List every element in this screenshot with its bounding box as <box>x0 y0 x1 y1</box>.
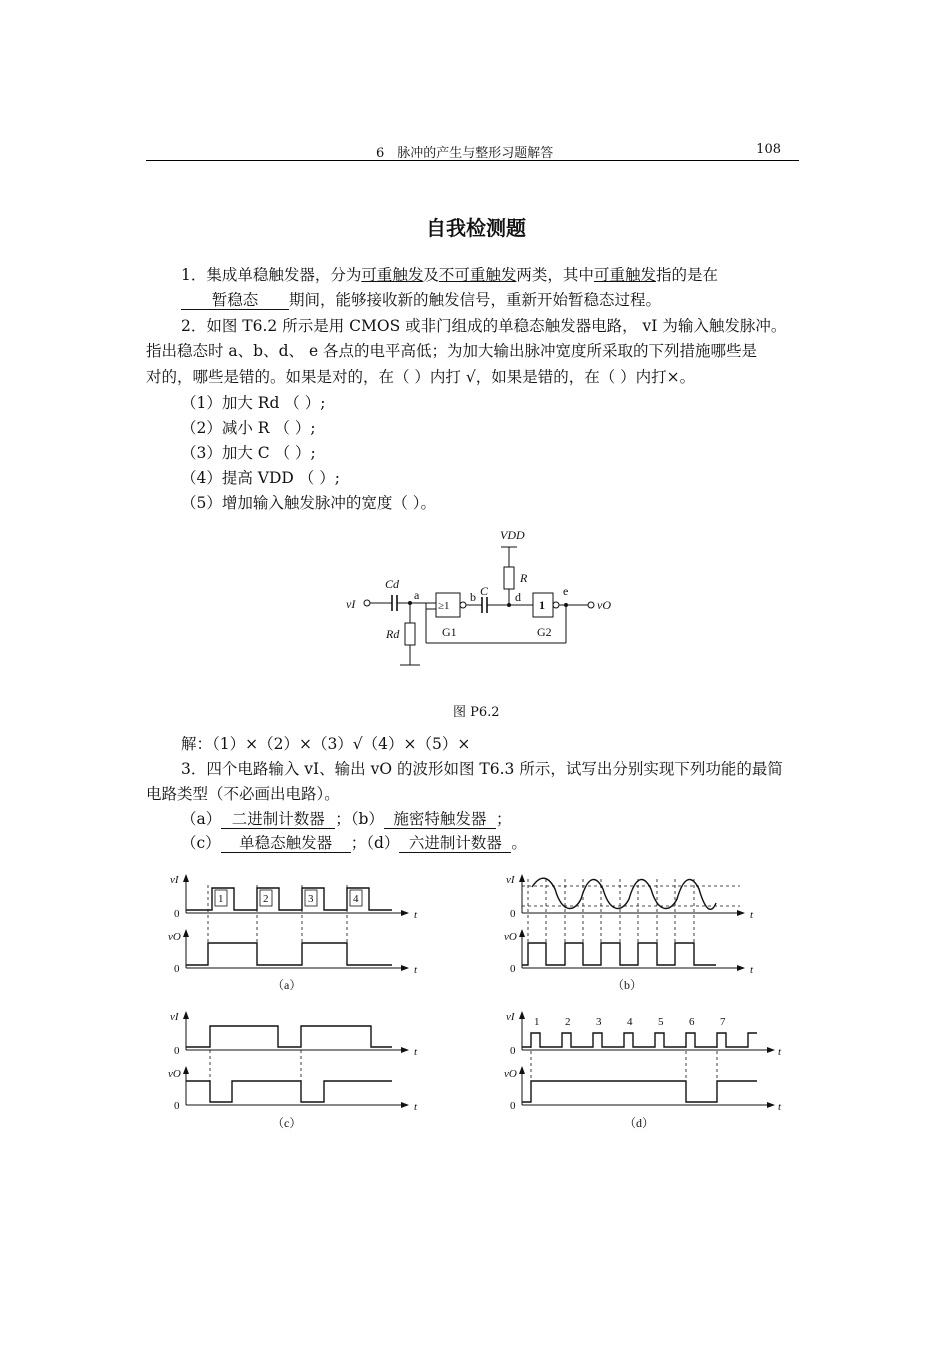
q3-answer-c: 单稳态触发器 <box>221 835 351 853</box>
label-vi: vI <box>346 597 356 611</box>
svg-text:0: 0 <box>510 908 516 920</box>
q3-answers-cd: （c） 单稳态触发器 ；（d） 六进制计数器 。 <box>181 834 527 852</box>
svg-text:t: t <box>414 909 418 921</box>
caption-b: （b） <box>612 978 643 992</box>
q2-line3: 对的，哪些是错的。如果是对的，在（ ）内打 √，如果是错的，在（ ）内打×。 <box>146 368 696 386</box>
svg-text:1: 1 <box>534 1016 540 1028</box>
svg-text:vO: vO <box>504 931 517 943</box>
svg-text:vI: vI <box>506 1011 515 1023</box>
circuit-diagram <box>330 525 620 680</box>
q2-line1: 2．如图 T6.2 所示是用 CMOS 或非门组成的单稳态触发器电路， vI 为输入触发脉冲。 <box>181 317 787 335</box>
label-vdd: VDD <box>500 528 525 542</box>
svg-text:7: 7 <box>720 1016 726 1028</box>
figure-caption-p62: 图 P6.2 <box>453 705 500 720</box>
svg-text:t: t <box>750 909 754 921</box>
svg-text:0: 0 <box>174 908 180 920</box>
svg-text:0: 0 <box>174 963 180 975</box>
page-header <box>146 142 799 161</box>
svg-text:vO: vO <box>504 1068 517 1080</box>
label-d: d <box>515 590 521 604</box>
q2-item-5: （5）增加输入触发脉冲的宽度（ ）。 <box>181 494 437 512</box>
q3-answer-a: 二进制计数器 <box>221 811 335 829</box>
q3-answers-ab: （a） 二进制计数器 ；（b） 施密特触发器 ； <box>181 810 512 828</box>
svg-text:vI: vI <box>170 1011 179 1023</box>
label-c: C <box>480 584 489 598</box>
q3-answer-b: 施密特触发器 <box>384 811 496 829</box>
label-r: R <box>520 571 528 585</box>
svg-text:0: 0 <box>174 1100 180 1112</box>
q1-answer: 暂稳态 <box>181 292 289 310</box>
section-title: 自我检测题 <box>426 216 526 240</box>
q2-item-4: （4）提高 VDD （ ）; <box>181 469 340 487</box>
svg-text:vO: vO <box>168 1068 181 1080</box>
caption-a: （a） <box>272 978 302 992</box>
svg-text:3: 3 <box>596 1016 602 1028</box>
svg-text:4: 4 <box>353 893 359 905</box>
svg-text:3: 3 <box>308 893 314 905</box>
q3-line2: 电路类型（不必画出电路）。 <box>146 785 340 803</box>
svg-text:5: 5 <box>658 1016 664 1028</box>
page-number: 108 <box>756 142 781 157</box>
label-rd: Rd <box>386 627 400 641</box>
svg-text:t: t <box>778 1046 782 1058</box>
q2-solution: 解：（1）×（2）×（3）√（4）×（5）× <box>181 735 471 753</box>
q3-line1: 3．四个电路输入 vI、输出 vO 的波形如图 T6.3 所示，试写出分别实现下列功能的最简 <box>181 760 783 778</box>
waveform-figure <box>160 865 800 1140</box>
chapter-title: 6 脉冲的产生与整形习题解答 <box>376 146 554 161</box>
svg-text:2: 2 <box>565 1016 571 1028</box>
label-gate1: ≥1 <box>438 600 450 612</box>
svg-text:vI: vI <box>170 874 179 886</box>
q2-item-1: （1）加大 Rd （ ）; <box>181 394 326 412</box>
label-e: e <box>563 584 569 598</box>
svg-text:0: 0 <box>510 963 516 975</box>
svg-text:t: t <box>414 1101 418 1113</box>
svg-text:0: 0 <box>174 1045 180 1057</box>
svg-text:t: t <box>750 964 754 976</box>
q2-item-3: （3）加大 C （ ）; <box>181 444 316 462</box>
q2-line2: 指出稳态时 a、b、d、 e 各点的电平高低；为加大输出脉冲宽度所采取的下列措施哪些是 <box>146 342 758 360</box>
svg-text:vI: vI <box>506 874 515 886</box>
label-a: a <box>414 588 420 602</box>
svg-text:1: 1 <box>218 893 224 905</box>
caption-d: （d） <box>624 1116 655 1130</box>
q2-item-2: （2）减小 R （ ）; <box>181 419 316 437</box>
label-g2: G2 <box>537 625 552 639</box>
svg-text:t: t <box>778 1101 782 1113</box>
svg-text:t: t <box>414 964 418 976</box>
q1-line2: 暂稳态 期间，能够接收新的触发信号，重新开始暂稳态过程。 <box>181 290 661 310</box>
svg-text:6: 6 <box>689 1016 695 1028</box>
svg-text:0: 0 <box>510 1045 516 1057</box>
label-cd: Cd <box>385 577 400 591</box>
q3-answer-d: 六进制计数器 <box>399 835 511 853</box>
svg-text:vO: vO <box>168 931 181 943</box>
label-g1: G1 <box>442 625 457 639</box>
label-vo: vO <box>597 598 611 612</box>
svg-text:2: 2 <box>263 893 269 905</box>
svg-text:t: t <box>414 1046 418 1058</box>
label-b: b <box>470 590 476 604</box>
svg-text:0: 0 <box>510 1100 516 1112</box>
svg-text:4: 4 <box>627 1016 633 1028</box>
caption-c: （c） <box>272 1116 302 1130</box>
label-gate2: 1 <box>539 598 545 612</box>
q1-line1: 1．集成单稳触发器，分为可重触发及不可重触发两类，其中可重触发指的是在 <box>181 266 718 284</box>
